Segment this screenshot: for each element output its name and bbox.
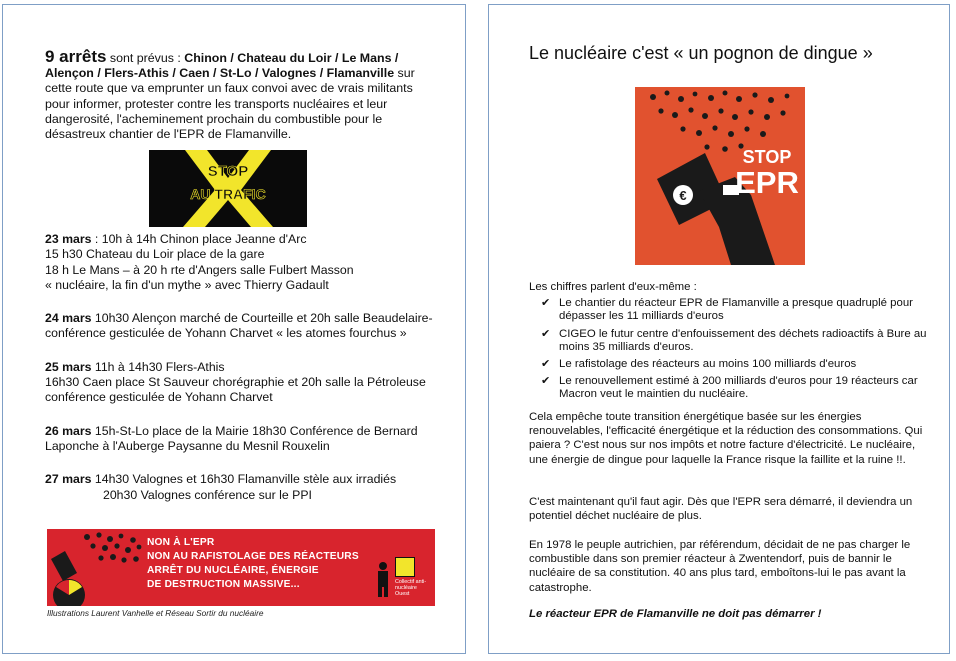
event-line: 18 h Le Mans – à 20 h rte d'Angers salle Fulbert Masson [45,262,354,277]
event-date: 23 mars [45,232,92,246]
event-line: « nucléaire, la fin d'un mythe » avec Thierry Gadault [45,277,329,292]
key-figures [529,281,929,406]
event-line: : 10h à 14h Chinon place Jeanne d'Arc [91,232,307,246]
right-page [488,4,950,654]
paragraph-transition: Cela empêche toute transition énergétique basée sur les énergies renouvelables, l'efficacité énergétique et la réduction des consommations. Qui paiera ? C'est nous sur nos impôts et notre facture d'électricité. Le nucléaire, une énergie de dingue pour laquelle la France risque la faillite et la ruine !!. [529,411,923,466]
stop-trafic-logo [149,150,307,227]
radioactive-barrel-icon [47,529,147,606]
event-line: 14h30 Valognes et 16h30 Flamanville stèle aux irradiés [91,472,397,487]
event-line: 20h30 Valognes conférence sur le PPI [103,487,312,502]
intro-body: sur cette route que va emprunter un faux convoi avec de vrais militants pour informer, protester contre les transports nucléaires et leur dangerosité, l'acheminement prochain du combustible pour le désastreux chantier de l'EPR de Flamanville. [45,66,415,142]
event-schedule [45,232,435,521]
collectif-logo-text: Collectif anti-nucléaire Ouest [395,579,427,597]
event-23-mars [45,232,435,293]
checkmark-icon: ✔ [541,358,551,371]
event-line: 16h30 Caen place St Sauveur chorégraphie et 20h salle la Pétroleuse conférence gesticulée de Yohann Charvet [45,375,426,405]
stop-epr-illustration [635,87,805,265]
event-date: 26 mars [45,423,92,438]
radiation-sign-icon [395,557,415,577]
list-item [541,358,929,371]
city-list: Chinon / Chateau du Loir / Le Mans / Alençon / Flers-Athis / Caen / St-Lo / Valognes / Flamanville [45,51,399,81]
event-25-mars [45,360,435,406]
event-line: 11h à 14h30 Flers-Athis [91,359,225,374]
person-icon [373,561,393,597]
checkmark-icon: ✔ [541,327,551,340]
illustration-credit: Illustrations Laurent Vanhelle et Réseau Sortir du nucléaire [47,608,264,618]
event-line: 15 h30 Chateau du Loir place de la gare [45,247,265,262]
banner-line-1: NON À L'EPR [147,537,215,548]
list-item [541,297,929,323]
checkmark-icon: ✔ [541,297,551,310]
event-date: 27 mars [45,472,92,487]
collectif-logo [373,557,431,603]
stop-epr-word2: EPR [735,165,799,200]
protest-banner [47,529,435,606]
banner-line-3: ARRÊT DU NUCLÉAIRE, ÉNERGIE [147,565,319,576]
intro-paragraph [45,49,435,142]
event-24-mars [45,311,435,342]
list-item-text: Le renouvellement estimé à 200 milliards d'euros pour 19 réacteurs car Macron veut le maintien du nucléaire. [559,375,918,401]
intro-lead: sont prévus : [106,51,185,65]
left-page [2,4,466,654]
list-item-text: Le chantier du réacteur EPR de Flamanville a presque quadruplé pour dépasser les 11 milliards d'euros [559,297,913,323]
list-item-text: CIGEO le futur centre d'enfouissement des déchets radioactifs à Bure au moins 35 milliards d'euros. [559,327,927,353]
checkmark-icon: ✔ [541,375,551,388]
stop-epr-hand-icon [635,87,805,265]
stop-trafic-x-icon [149,150,307,227]
banner-line-4: DE DESTRUCTION MASSIVE... [147,579,300,590]
list-item-text: Le rafistolage des réacteurs au moins 100 milliards d'euros [559,358,857,371]
list-item [541,375,929,401]
stop-trafic-word2: AU TRAFIC [190,186,266,202]
banner-line-2: NON AU RAFISTOLAGE DES RÉACTEURS [147,551,359,562]
figures-list [529,297,929,401]
page-title: Le nucléaire c'est « un pognon de dingue » [529,43,873,63]
event-date: 25 mars [45,359,92,374]
paragraph-act-now: C'est maintenant qu'il faut agir. Dès que l'EPR sera démarré, il deviendra un potentiel déchet nucléaire de plus. [529,496,913,523]
stop-epr-word1: STOP [742,147,792,167]
list-item [541,328,929,354]
event-26-mars [45,424,435,455]
figures-intro: Les chiffres parlent d'eux-même : [529,281,697,293]
svg-text:€: € [679,188,687,203]
event-line: 15h-St-Lo place de la Mairie 18h30 Conférence de Bernard Laponche à l'Auberge Paysanne du Mesnil Rouxelin [45,423,418,453]
stops-count: 9 arrêts [45,47,107,66]
paragraph-austria: En 1978 le peuple autrichien, par référendum, décidait de ne pas charger le combustible dans son premier réacteur à Zwentendorf, puis de bannir le nucléaire de sa constitution. 40 ans plus tard, emboîtons-lui le pas avant la catastrophe. [529,539,911,594]
event-date: 24 mars [45,311,92,326]
banner-slogans [147,536,359,592]
event-line: 10h30 Alençon marché de Courteille et 20h salle Beaudelaire-conférence gesticulée de Yohann Charvet « les atomes fourchus » [45,311,433,341]
event-27-mars [45,472,435,503]
stop-trafic-word1: STOP [207,163,249,180]
conclusion: Le réacteur EPR de Flamanville ne doit pas démarrer ! [529,608,822,620]
